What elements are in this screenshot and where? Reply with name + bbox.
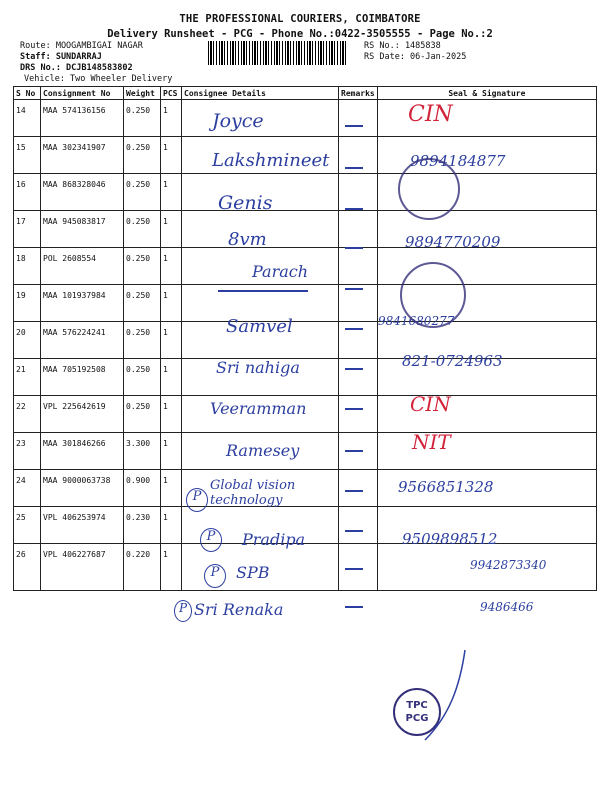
- table-row: [14, 100, 597, 137]
- staff-label: Staff: SUNDARRAJ: [20, 52, 102, 62]
- cell-pcs: 1: [161, 248, 182, 285]
- drs-label: DRS No.: DCJB148583802: [20, 63, 133, 73]
- cell-sno: 23: [14, 433, 41, 470]
- strike-line: [218, 290, 308, 292]
- cell-sno: 26: [14, 544, 41, 591]
- circled-p-mark: P: [186, 488, 208, 512]
- remarks-dash: [345, 167, 363, 169]
- cell-weight: 0.250: [124, 100, 161, 137]
- remarks-dash: [345, 408, 363, 410]
- cell-pcs: 1: [161, 285, 182, 322]
- cell-remarks: [339, 100, 378, 137]
- remarks-dash: [345, 288, 363, 290]
- cell-consignment: MAA 705192508: [41, 359, 124, 396]
- seal-phone: 9942873340: [470, 558, 547, 572]
- table-row: [14, 174, 597, 211]
- cell-pcs: 1: [161, 100, 182, 137]
- cell-weight: 0.250: [124, 174, 161, 211]
- cell-consignment: VPL 225642619: [41, 396, 124, 433]
- remarks-dash: [345, 490, 363, 492]
- remarks-dash: [345, 450, 363, 452]
- cell-sno: 16: [14, 174, 41, 211]
- handwritten-name: Sri Renaka: [194, 600, 284, 619]
- handwritten-name: Pradipa: [242, 530, 306, 549]
- remarks-dash: [345, 208, 363, 210]
- seal-code: CIN: [408, 102, 453, 127]
- header-weight: Weight: [124, 87, 161, 100]
- seal-code: CIN: [410, 392, 451, 416]
- cell-remarks: [339, 248, 378, 285]
- remarks-dash: [345, 125, 363, 127]
- cell-pcs: 1: [161, 359, 182, 396]
- handwritten-name: Lakshmineet: [212, 150, 330, 171]
- cell-consignment: MAA 302341907: [41, 137, 124, 174]
- cell-remarks: [339, 544, 378, 591]
- cell-pcs: 1: [161, 433, 182, 470]
- signature-stroke: [405, 645, 475, 745]
- tpc-stamp: TPC PCG: [393, 688, 441, 736]
- remarks-dash: [345, 568, 363, 570]
- cell-sno: 18: [14, 248, 41, 285]
- cell-sno: 14: [14, 100, 41, 137]
- cell-sno: 21: [14, 359, 41, 396]
- cell-weight: 0.250: [124, 322, 161, 359]
- cell-remarks: [339, 211, 378, 248]
- remarks-dash: [345, 247, 363, 249]
- seal-phone: 9841680277: [378, 314, 455, 328]
- seal-phone: 9509898512: [402, 530, 498, 548]
- cell-sno: 15: [14, 137, 41, 174]
- seal-phone: 9566851328: [398, 478, 494, 496]
- cell-weight: 0.900: [124, 470, 161, 507]
- cell-pcs: 1: [161, 322, 182, 359]
- circled-p-mark: P: [200, 528, 222, 552]
- handwritten-name: SPB: [236, 563, 270, 582]
- seal-phone: 9486466: [480, 600, 534, 614]
- circled-p-mark: P: [204, 564, 226, 588]
- seal-phone: 9894184877: [410, 152, 506, 170]
- cell-weight: 0.250: [124, 396, 161, 433]
- cell-sno: 19: [14, 285, 41, 322]
- table-header-row: [14, 87, 597, 100]
- seal-phone: 821-0724963: [402, 352, 503, 370]
- cell-weight: 0.250: [124, 137, 161, 174]
- handwritten-name: Joyce: [212, 110, 264, 132]
- handwritten-name: Global vision technology: [210, 478, 296, 508]
- cell-consignment: MAA 101937984: [41, 285, 124, 322]
- cell-weight: 3.300: [124, 433, 161, 470]
- cell-weight: 0.220: [124, 544, 161, 591]
- cell-remarks: [339, 470, 378, 507]
- header-consignment: Consignment No: [41, 87, 124, 100]
- cell-remarks: [339, 507, 378, 544]
- header-remarks: Remarks: [339, 87, 378, 100]
- cell-remarks: [339, 359, 378, 396]
- rs-number: RS No.: 1485838: [364, 41, 441, 51]
- header-pcs: PCS: [161, 87, 182, 100]
- cell-pcs: 1: [161, 470, 182, 507]
- handwritten-name: Ramesey: [226, 441, 300, 460]
- cell-consignment: MAA 945083817: [41, 211, 124, 248]
- vehicle-label: Vehicle: Two Wheeler Delivery: [24, 74, 173, 84]
- table-row: [14, 322, 597, 359]
- cell-sno: 24: [14, 470, 41, 507]
- cell-remarks: [339, 285, 378, 322]
- seal-code: NIT: [412, 430, 451, 454]
- cell-consignment: VPL 406227687: [41, 544, 124, 591]
- cell-weight: 0.250: [124, 285, 161, 322]
- cell-weight: 0.250: [124, 211, 161, 248]
- cell-consignment: VPL 406253974: [41, 507, 124, 544]
- circled-p-mark: P: [174, 600, 192, 622]
- cell-sno: 22: [14, 396, 41, 433]
- cell-pcs: 1: [161, 507, 182, 544]
- route-label: Route: MOOGAMBIGAI NAGAR: [20, 41, 143, 51]
- table-row: [14, 359, 597, 396]
- table-row: [14, 211, 597, 248]
- cell-weight: 0.250: [124, 248, 161, 285]
- cell-pcs: 1: [161, 174, 182, 211]
- remarks-dash: [345, 368, 363, 370]
- cell-consignment: MAA 868328046: [41, 174, 124, 211]
- cell-remarks: [339, 174, 378, 211]
- handwritten-name: Genis: [218, 192, 273, 214]
- header-seal: Seal & Signature: [377, 87, 596, 100]
- cell-sno: 17: [14, 211, 41, 248]
- cell-pcs: 1: [161, 396, 182, 433]
- remarks-dash: [345, 530, 363, 532]
- barcode: [208, 41, 348, 65]
- cell-sno: 20: [14, 322, 41, 359]
- seal-phone: 9894770209: [405, 233, 501, 251]
- cell-weight: 0.230: [124, 507, 161, 544]
- rs-date: RS Date: 06-Jan-2025: [364, 52, 467, 62]
- cell-pcs: 1: [161, 544, 182, 591]
- round-seal-stamp: [398, 158, 460, 220]
- cell-consignment: POL 2608554: [41, 248, 124, 285]
- remarks-dash: [345, 606, 363, 608]
- handwritten-name: Samvel: [226, 316, 293, 337]
- cell-pcs: 1: [161, 211, 182, 248]
- company-title: THE PROFESSIONAL COURIERS, COIMBATORE: [179, 13, 421, 25]
- cell-remarks: [339, 396, 378, 433]
- cell-weight: 0.250: [124, 359, 161, 396]
- cell-seal: [377, 433, 596, 470]
- cell-consignment: MAA 574136156: [41, 100, 124, 137]
- cell-consignment: MAA 9000063738: [41, 470, 124, 507]
- handwritten-name: Sri nahiga: [216, 358, 300, 377]
- cell-consignment: MAA 301846266: [41, 433, 124, 470]
- runsheet-subtitle: Delivery Runsheet - PCG - Phone No.:0422-3505555 - Page No.:2: [107, 28, 493, 40]
- cell-consignment: MAA 576224241: [41, 322, 124, 359]
- round-seal-stamp: [400, 262, 466, 328]
- header-consignee: Consignee Details: [182, 87, 339, 100]
- cell-pcs: 1: [161, 137, 182, 174]
- cell-sno: 25: [14, 507, 41, 544]
- handwritten-name: Veeramman: [210, 399, 307, 418]
- remarks-dash: [345, 328, 363, 330]
- table-row: [14, 433, 597, 470]
- handwritten-name: Parach: [252, 262, 309, 281]
- header-sno: S No: [14, 87, 41, 100]
- handwritten-name: 8vm: [228, 229, 267, 250]
